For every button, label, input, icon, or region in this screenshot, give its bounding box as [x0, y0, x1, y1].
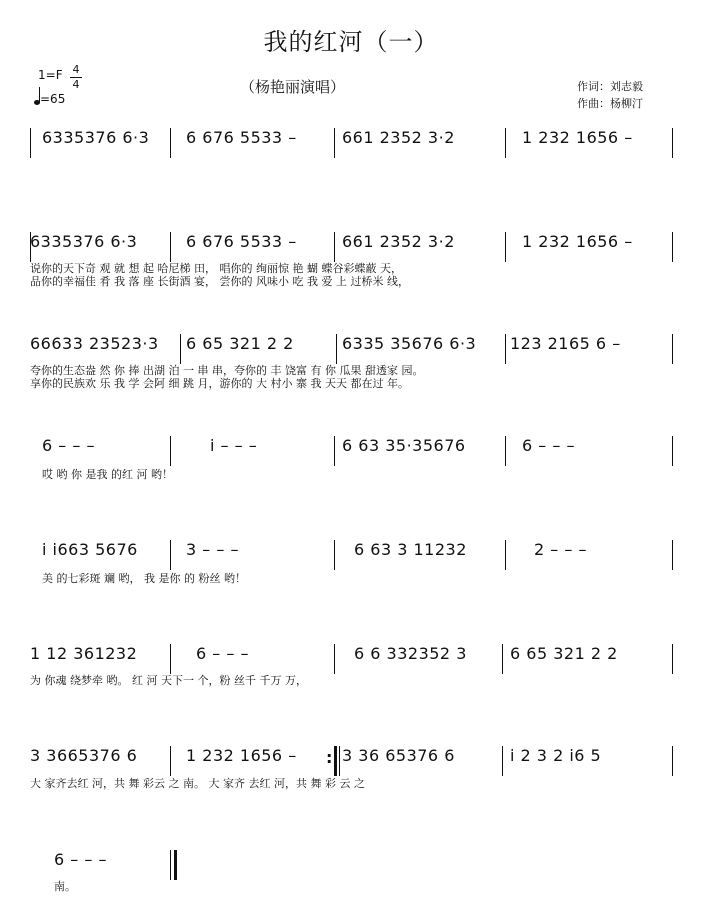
- measure: 6 6 332352 3: [354, 644, 467, 663]
- measure: 6 – – –: [54, 850, 107, 869]
- score-row-8: [0, 850, 702, 890]
- measure: 6 676 5533 –: [186, 232, 297, 251]
- repeat-sign: :: [326, 748, 333, 767]
- measure: 6335376 6·3: [30, 232, 138, 251]
- measure: 661 2352 3·2: [342, 128, 455, 147]
- time-signature: [70, 64, 82, 91]
- measure: 6 – – –: [196, 644, 249, 663]
- lyric-line: 美 的七彩斑 斓 哟， 我 是你 的 粉丝 哟！: [42, 572, 246, 585]
- measure: 6335 35676 6·3: [342, 334, 477, 353]
- measure: 1 232 1656 –: [186, 746, 297, 765]
- measure: 6 63 35·35676: [342, 436, 466, 455]
- lyric-line: 品你的幸福佳 肴 我 落 座 长街酒 宴， 尝你的 风味小 吃 我 爱 上 过桥米 线，: [30, 275, 409, 288]
- time-signature-top: 4: [72, 63, 80, 76]
- measure: 3 – – –: [186, 540, 239, 559]
- measure: 6 65 321 2 2: [186, 334, 294, 353]
- measure: 3 3665376 6: [30, 746, 138, 765]
- lyric-line: 夸你的生态盎 然 你 捧 出湖 泊 一 串 串，夸你的 丰 饶富 有 你 瓜果 甜透家 园。: [30, 364, 424, 377]
- measure: 661 2352 3·2: [342, 232, 455, 251]
- lyric-line: 享你的民族欢 乐 我 学 会阿 细 跳 月，游你的 大 村小 寨 我 天天 都在过 年。: [30, 377, 409, 390]
- key-signature: 1=F: [38, 68, 63, 82]
- measure: 6335376 6·3: [42, 128, 150, 147]
- lyric-line: 说你的天下奇 观 就 想 起 哈尼梯 田， 唱你的 绚丽惊 艳 蝴 蝶谷彩蝶蔽 天，: [30, 262, 402, 275]
- measure: 1 232 1656 –: [522, 128, 633, 147]
- measure: 123 2165 6 –: [510, 334, 621, 353]
- lyric-line: 南。: [54, 880, 76, 893]
- measure: i – – –: [210, 436, 258, 455]
- composer: 作曲：杨柳汀: [577, 97, 643, 110]
- measure: 2 – – –: [534, 540, 587, 559]
- song-title: 我的红河（一）: [263, 28, 439, 56]
- quarter-note-icon: [34, 100, 40, 105]
- lyricist: 作词：刘志毅: [577, 80, 643, 93]
- tempo-value: =65: [40, 92, 66, 106]
- measure: 1 232 1656 –: [522, 232, 633, 251]
- measure: 66633 23523·3: [30, 334, 159, 353]
- measure: 6 – – –: [522, 436, 575, 455]
- time-signature-bottom: 4: [72, 78, 80, 91]
- credits: [577, 78, 643, 112]
- measure: 6 – – –: [42, 436, 95, 455]
- lyric-line: 哎 哟 你 是我 的红 河 哟！: [42, 468, 173, 481]
- measure: 3 36 65376 6: [342, 746, 455, 765]
- measure: i i663 5676: [42, 540, 138, 559]
- measure: i 2 3 2 i6 5: [510, 746, 602, 765]
- lyric-line: 为 你魂 绕梦牵 哟。 红 河 天下一 个，粉 丝千 千万 万，: [30, 674, 307, 687]
- score-row-1: [0, 128, 702, 168]
- singer-credit: （杨艳丽演唱）: [240, 78, 346, 96]
- lyric-line: 大 家齐去红 河，共 舞 彩云 之 南。 大 家齐 去红 河，共 舞 彩 云 之: [30, 777, 365, 790]
- measure: 1 12 361232: [30, 644, 138, 663]
- tempo-mark: [34, 92, 65, 106]
- measure: 6 65 321 2 2: [510, 644, 618, 663]
- measure: 6 63 3 11232: [354, 540, 467, 559]
- measure: 6 676 5533 –: [186, 128, 297, 147]
